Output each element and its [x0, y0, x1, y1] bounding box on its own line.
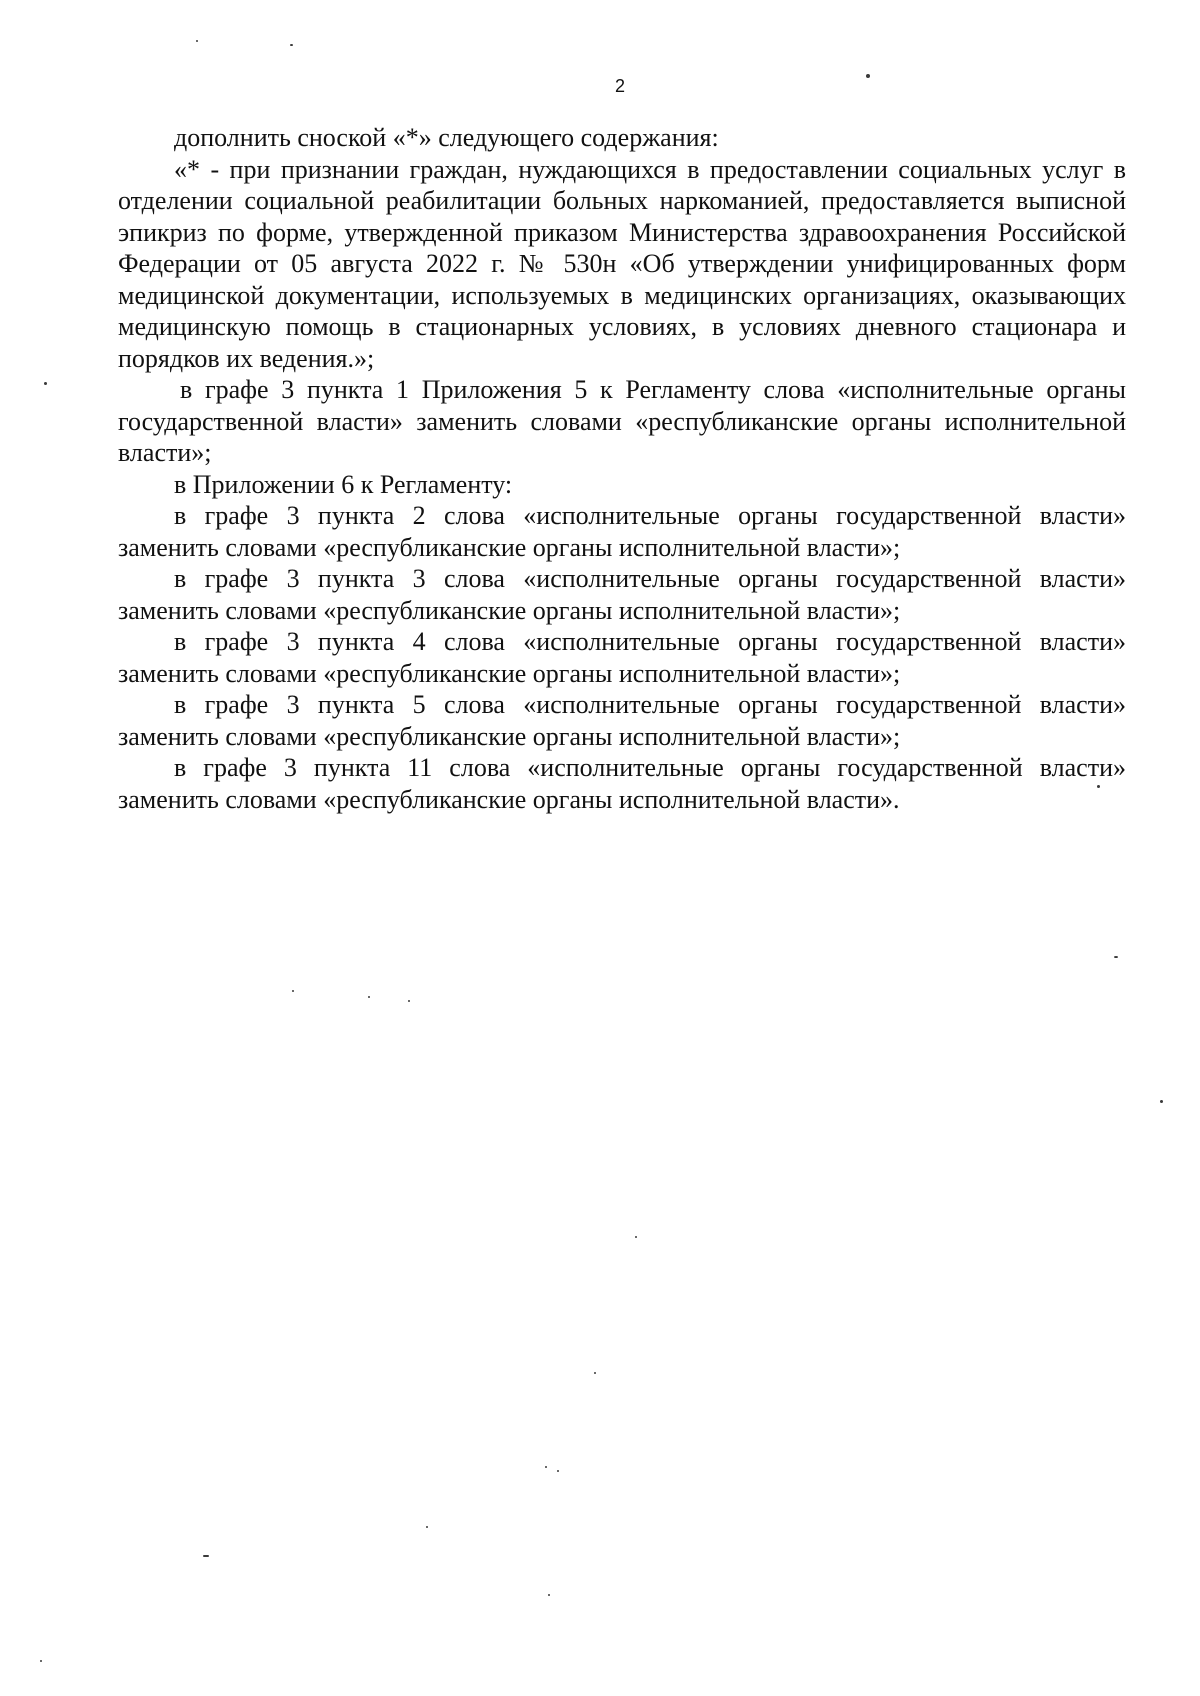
scan-speck	[426, 1526, 428, 1528]
scan-speck	[203, 1555, 209, 1557]
scan-speck	[44, 382, 47, 385]
paragraph-appendix-6-heading: в Приложении 6 к Регламенту:	[174, 469, 513, 499]
scan-speck	[408, 1000, 410, 1002]
scan-speck	[866, 74, 870, 78]
scan-speck	[548, 1594, 550, 1596]
scan-speck	[196, 40, 198, 42]
scan-speck	[290, 44, 293, 46]
paragraph-appendix-6-item-4: в графе 3 пункта 4 слова «исполнительные органы государственной власти» заменить словами «республиканские органы исполнительной власти»;	[118, 627, 1126, 688]
paragraph-appendix-6-item-2: в графе 3 пункта 2 слова «исполнительные органы государственной власти» заменить словами «республиканские органы исполнительной власти»;	[118, 501, 1126, 562]
page-number: 2	[614, 76, 625, 96]
scan-speck	[1114, 956, 1118, 958]
paragraph-appendix-6-item-11: в графе 3 пункта 11 слова «исполнительные органы государственной власти» заменить словами «республиканские органы исполнительной власти».	[118, 753, 1126, 814]
scan-speck	[1160, 1100, 1163, 1103]
paragraph-footnote-text: «* - при признании граждан, нуждающихся в предоставлении социальных услуг в отделении социальной реабилитации больных наркоманией, предоставляется выписной эпикриз по форме, утвержденной приказом Министерства здравоохранения Российской Федерации от 05 августа 2022 г. № 530н «Об утверждении унифицированных форм медицинской документации, используемых в медицинских организациях, оказывающих медицинскую помощь в стационарных условиях, в условиях дневного стационара и порядков их ведения.»;	[118, 154, 1126, 373]
scan-speck	[635, 1236, 637, 1238]
document-body	[118, 122, 1126, 815]
scan-speck	[368, 996, 370, 998]
scan-speck	[557, 1470, 559, 1472]
scan-speck	[1097, 785, 1100, 788]
paragraph-appendix-5: в графе 3 пункта 1 Приложения 5 к Регламенту слова «исполнительные органы государственной власти» заменить словами «республиканские органы исполнительной власти»;	[118, 375, 1126, 467]
scan-speck	[292, 990, 294, 992]
scan-speck	[40, 1660, 42, 1662]
scan-speck	[545, 1466, 547, 1468]
paragraph-appendix-6-item-5: в графе 3 пункта 5 слова «исполнительные органы государственной власти» заменить словами «республиканские органы исполнительной власти»;	[118, 690, 1126, 751]
paragraph-footnote-intro: дополнить сноской «*» следующего содержания:	[174, 123, 719, 152]
paragraph-appendix-6-item-3: в графе 3 пункта 3 слова «исполнительные органы государственной власти» заменить словами «республиканские органы исполнительной власти»;	[118, 564, 1126, 625]
scan-speck	[594, 1372, 596, 1374]
